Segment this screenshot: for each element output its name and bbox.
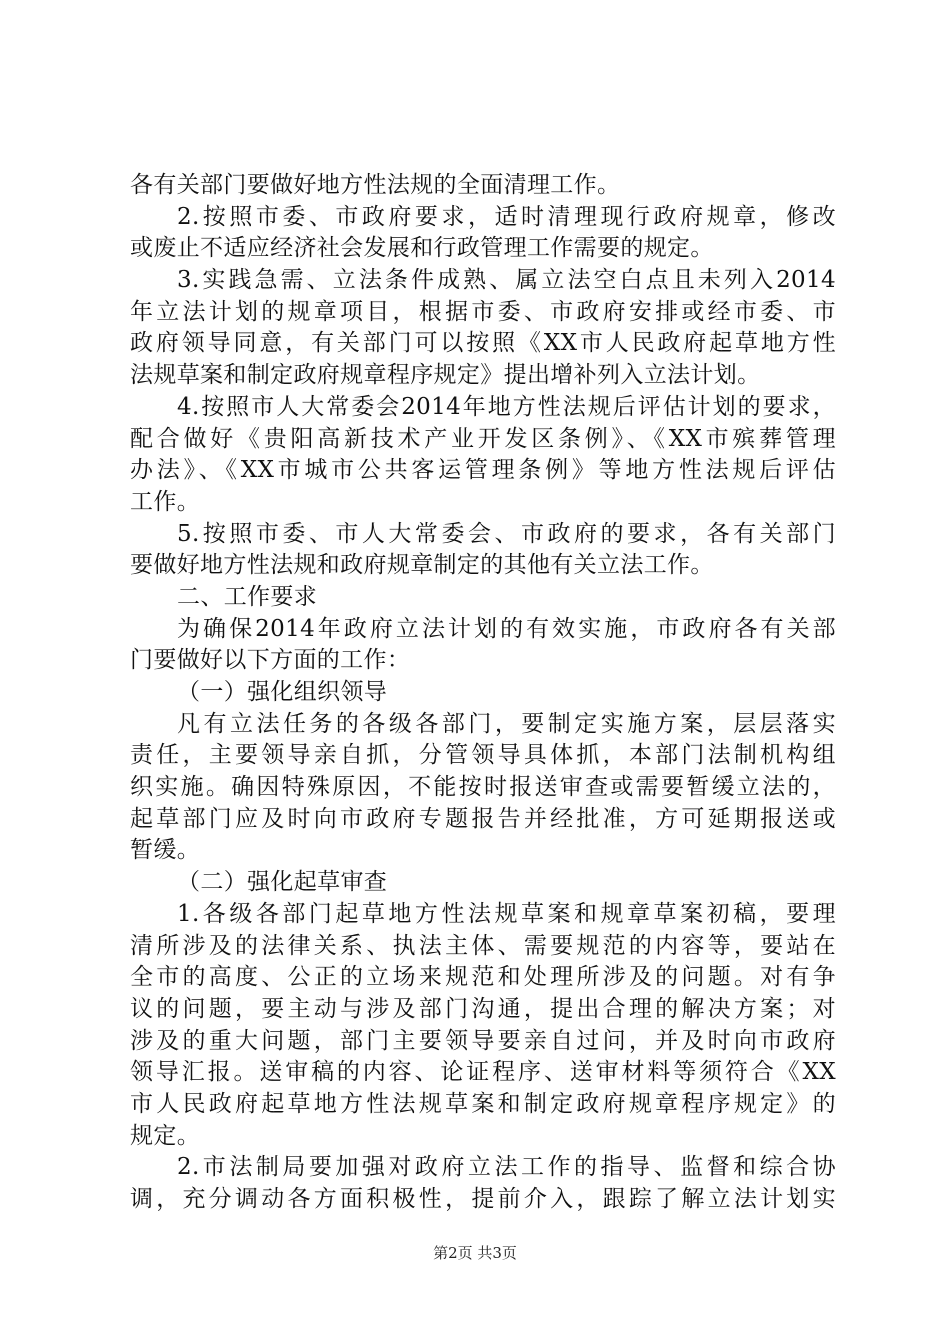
text-line: 暂缓。 [130, 837, 201, 864]
text-line: 要做好地方性法规和政府规章制定的其他有关立法工作。 [130, 552, 714, 579]
text-line: 为确保2014年政府立法计划的有效实施，市政府各有关部 [177, 615, 836, 642]
text-line: 涉及的重大问题，部门主要领导要亲自过问，并及时向市政府 [130, 1027, 836, 1054]
text-line: 市人民政府起草地方性法规草案和制定政府规章程序规定》的 [130, 1090, 836, 1117]
text-line: 凡有立法任务的各级各部门，要制定实施方案，层层落实 [177, 710, 836, 737]
text-line: 2.按照市委、市政府要求，适时清理现行政府规章，修改 [177, 203, 836, 230]
text-line: 4.按照市人大常委会2014年地方性法规后评估计划的要求， [177, 393, 836, 420]
text-line: 2.市法制局要加强对政府立法工作的指导、监督和综合协 [177, 1154, 836, 1181]
text-line: 门要做好以下方面的工作： [130, 647, 411, 674]
text-line: 清所涉及的法律关系、执法主体、需要规范的内容等，要站在 [130, 932, 836, 959]
text-line: 责任，主要领导亲自抓，分管领导具体抓，本部门法制机构组 [130, 742, 836, 769]
subsection-heading: （二）强化起草审查 [177, 869, 388, 896]
text-line: 议的问题，要主动与涉及部门沟通，提出合理的解决方案；对 [130, 995, 836, 1022]
text-line: 起草部门应及时向市政府专题报告并经批准，方可延期报送或 [130, 805, 836, 832]
text-line: 调，充分调动各方面积极性，提前介入，跟踪了解立法计划实 [130, 1186, 836, 1212]
text-line: 全市的高度、公正的立场来规范和处理所涉及的问题。对有争 [130, 964, 836, 991]
text-line: 领导汇报。送审稿的内容、论证程序、送审材料等须符合《XX [130, 1059, 836, 1086]
text-line: 年立法计划的规章项目，根据市委、市政府安排或经市委、市 [130, 298, 836, 325]
text-line: 规定。 [130, 1122, 201, 1149]
section-heading: 二、工作要求 [177, 583, 318, 610]
text-line: 办法》、《XX市城市公共客运管理条例》等地方性法规后评估 [130, 457, 836, 484]
text-line: 工作。 [130, 488, 201, 515]
text-line: 1.各级各部门起草地方性法规草案和规章草案初稿，要理 [177, 900, 836, 927]
subsection-heading: （一）强化组织领导 [177, 679, 388, 705]
text-line: 配合做好《贵阳高新技术产业开发区条例》、《XX市殡葬管理 [130, 425, 836, 452]
document-body [130, 170, 836, 1216]
text-line: 5.按照市委、市人大常委会、市政府的要求，各有关部门 [177, 520, 836, 547]
text-line: 法规草案和制定政府规章程序规定》提出增补列入立法计划。 [130, 362, 761, 389]
text-line: 政府领导同意，有关部门可以按照《XX市人民政府起草地方性 [130, 330, 836, 357]
text-line: 各有关部门要做好地方性法规的全面清理工作。 [130, 172, 621, 198]
page-number-footer: 第2页 共3页 [433, 1244, 517, 1262]
text-line: 织实施。确因特殊原因，不能按时报送审查或需要暂缓立法的， [130, 774, 836, 801]
text-line: 或废止不适应经济社会发展和行政管理工作需要的规定。 [130, 235, 714, 262]
text-line: 3.实践急需、立法条件成熟、属立法空白点且未列入2014 [177, 267, 836, 294]
